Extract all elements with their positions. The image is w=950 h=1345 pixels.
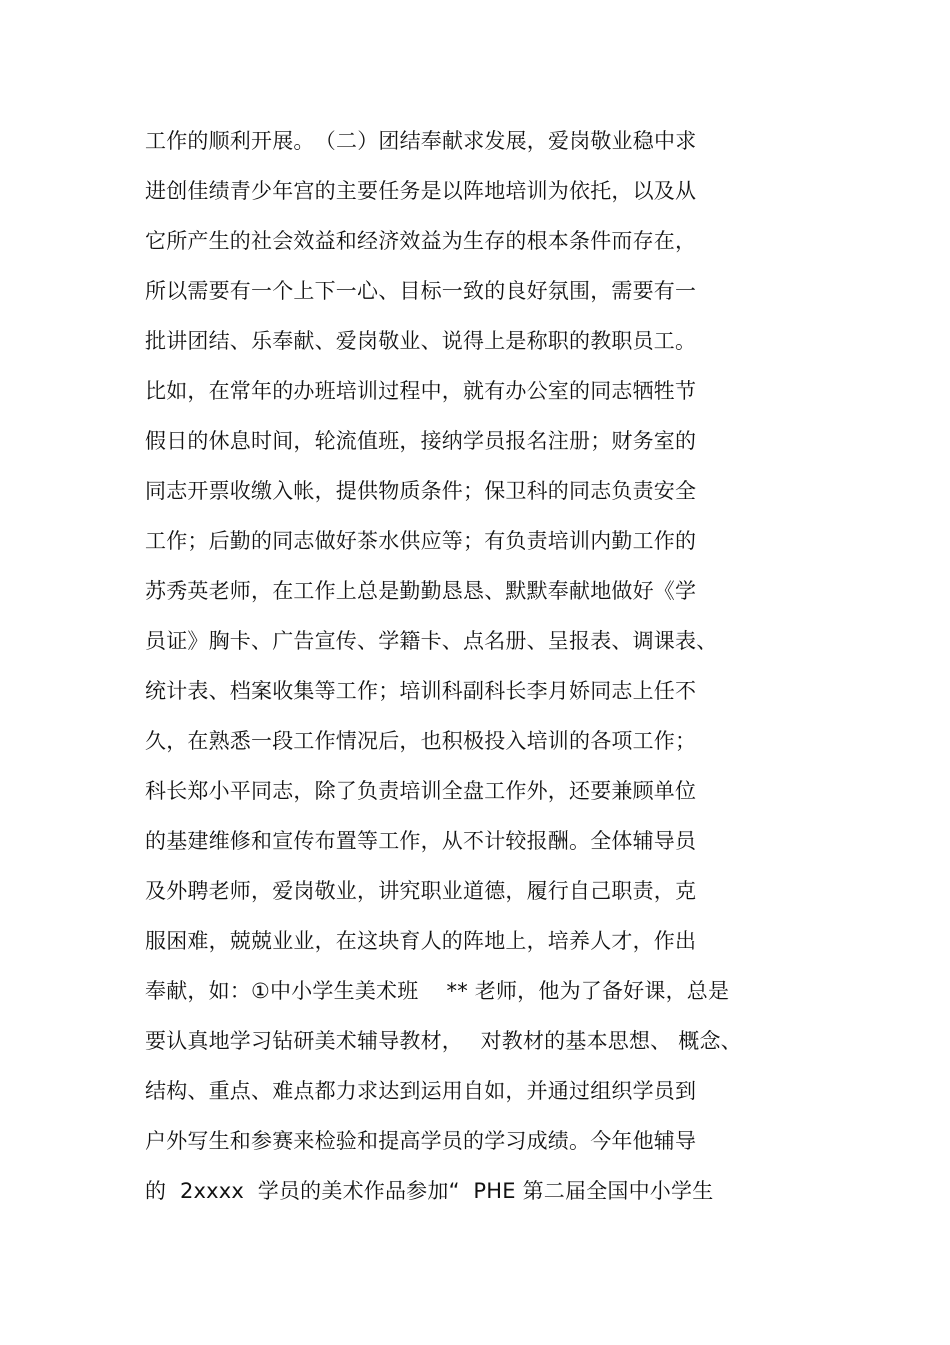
text-line: 工作的顺利开展。 （二）团结奉献求发展，爱岗敬业稳中求 — [145, 129, 697, 153]
text-line: 久，在熟悉一段工作情况后，也积极投入培训的各项工作； — [145, 729, 697, 753]
text-line: 的 2xxxx 学员的美术作品参加“ PHE 第二届全国中小学生 — [145, 1179, 714, 1203]
text-line: 进创佳绩青少年宫的主要任务是以阵地培训为依托，以及从 — [145, 179, 697, 203]
text-line: 服困难，兢兢业业，在这块育人的阵地上，培养人才，作出 — [145, 929, 697, 953]
text-line: 员证》胸卡、广告宣传、学籍卡、点名册、呈报表、调课表、 — [145, 629, 718, 653]
text-line: 苏秀英老师，在工作上总是勤勤恳恳、默默奉献地做好《学 — [145, 579, 697, 603]
text-line: 批讲团结、乐奉献、爱岗敬业、说得上是称职的教职员工。 — [145, 329, 697, 353]
text-line: 及外聘老师，爱岗敬业，讲究职业道德，履行自己职责，克 — [145, 879, 697, 903]
text-line: 科长郑小平同志，除了负责培训全盘工作外，还要兼顾单位 — [145, 779, 697, 803]
text-line: 户外写生和参赛来检验和提高学员的学习成绩。今年他辅导 — [145, 1129, 697, 1153]
text-line: 要认真地学习钻研美术辅导教材， 对教材的基本思想、 概念、 — [145, 1029, 742, 1053]
body-text — [145, 123, 825, 1223]
text-line: 的基建维修和宣传布置等工作，从不计较报酬。全体辅导员 — [145, 829, 697, 853]
text-line: 假日的休息时间，轮流值班，接纳学员报名注册；财务室的 — [145, 429, 697, 453]
text-line: 比如，在常年的办班培训过程中，就有办公室的同志牺牲节 — [145, 379, 697, 403]
text-line: 奉献，如：①中小学生美术班 ** 老师，他为了备好课，总是 — [145, 979, 730, 1003]
text-line: 结构、重点、难点都力求达到运用自如，并通过组织学员到 — [145, 1079, 697, 1103]
text-line: 同志开票收缴入帐，提供物质条件；保卫科的同志负责安全 — [145, 479, 697, 503]
text-line: 工作；后勤的同志做好茶水供应等；有负责培训内勤工作的 — [145, 529, 697, 553]
text-line: 所以需要有一个上下一心、目标一致的良好氛围，需要有一 — [145, 279, 697, 303]
text-line: 统计表、档案收集等工作；培训科副科长李月娇同志上任不 — [145, 679, 697, 703]
text-line: 它所产生的社会效益和经济效益为生存的根本条件而存在， — [145, 229, 697, 253]
